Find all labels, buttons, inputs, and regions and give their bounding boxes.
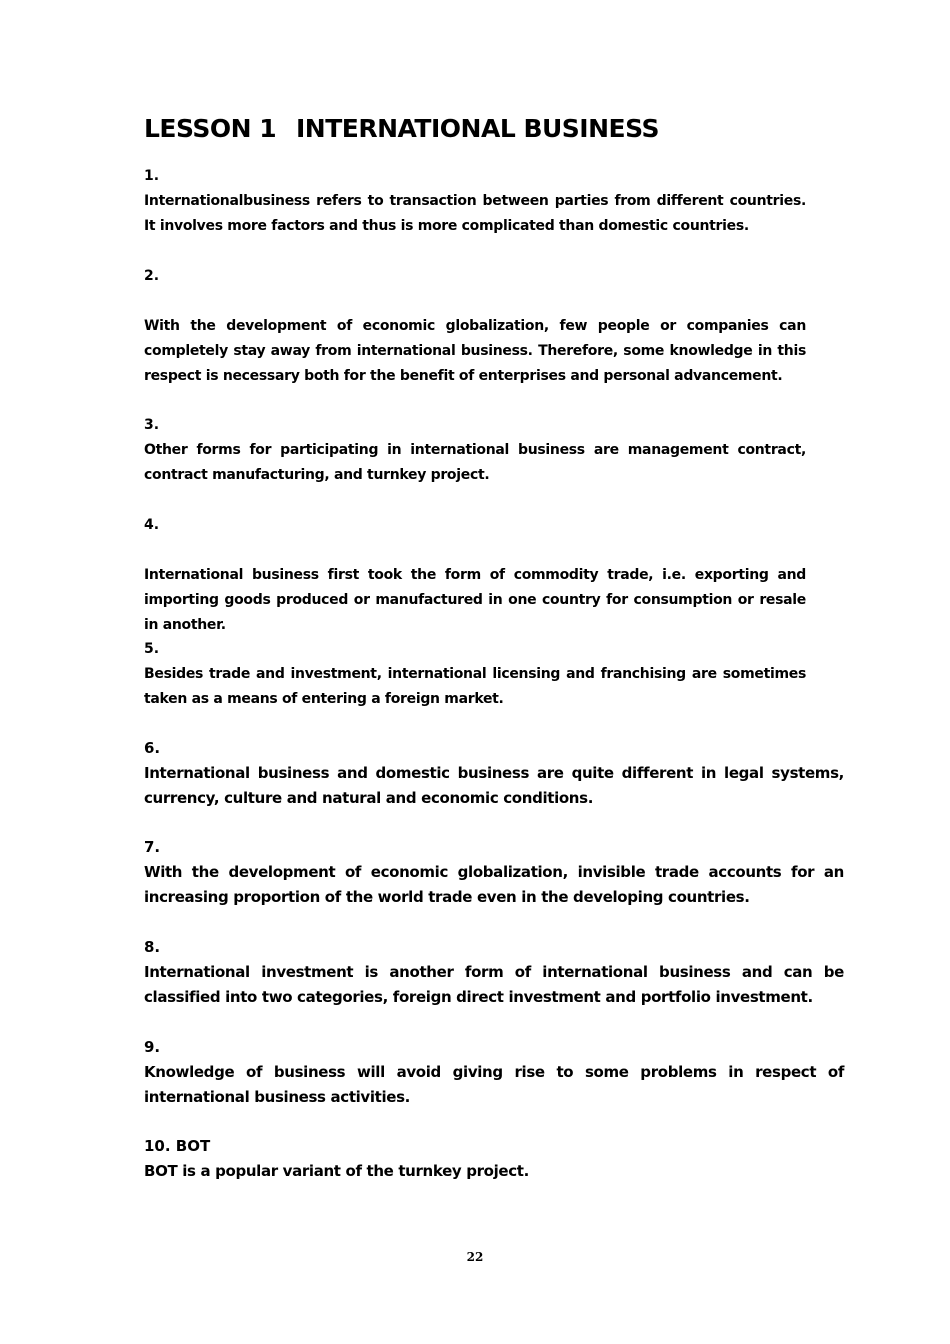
item-number: 2.	[144, 268, 160, 284]
item-text: Internationalbusiness refers to transaction between parties from different countries. It involves more factors and thus is more complicated than domestic countries.	[144, 193, 806, 234]
item-number: 6.	[144, 739, 161, 757]
list-item	[144, 835, 844, 910]
item-number: 7.	[144, 838, 161, 856]
item-text: International investment is another form of international business and can be classified into two categories, foreign direct investment and portfolio investment.	[144, 963, 844, 1006]
list-item	[144, 1035, 844, 1110]
item-text: International business first took the form of commodity trade, i.e. exporting and importing goods produced or manufactured in one country for consumption or resale in another.	[144, 567, 806, 633]
list-item	[144, 264, 806, 389]
item-text: With the development of economic globalization, few people or companies can completely stay away from international business. Therefore, some knowledge in this respect is necessary both for the benefit of enterprises and personal advancement.	[144, 318, 806, 384]
lesson-title: INTERNATIONAL BUSINESS	[296, 114, 659, 143]
item-text: Other forms for participating in international business are management contract, contract manufacturing, and turnkey project.	[144, 442, 806, 483]
item-text: Knowledge of business will avoid giving rise to some problems in respect of international business activities.	[144, 1063, 844, 1106]
list-item	[144, 736, 844, 811]
item-number: 8.	[144, 938, 161, 956]
item-number: 5.	[144, 641, 160, 657]
item-text: BOT is a popular variant of the turnkey project.	[144, 1162, 529, 1180]
item-number: 4.	[144, 517, 160, 533]
item-text: With the development of economic globalization, invisible trade accounts for an increasing proportion of the world trade even in the developing countries.	[144, 863, 844, 906]
list-item	[144, 513, 806, 638]
list-item	[144, 637, 806, 712]
item-number: 3.	[144, 417, 160, 433]
item-number: 9.	[144, 1038, 161, 1056]
item-text: Besides trade and investment, international licensing and franchising are sometimes taken as a means of entering a foreign market.	[144, 666, 806, 707]
page-title	[144, 114, 659, 143]
item-number: 1.	[144, 168, 160, 184]
lesson-label: LESSON 1	[144, 114, 277, 143]
item-text: International business and domestic business are quite different in legal systems, currency, culture and natural and economic conditions.	[144, 764, 844, 807]
list-item	[144, 935, 844, 1010]
item-number: 10. BOT	[144, 1137, 211, 1155]
list-item	[144, 413, 806, 488]
list-item	[144, 1134, 844, 1184]
list-item	[144, 164, 806, 239]
page-number: 22	[466, 1250, 484, 1264]
